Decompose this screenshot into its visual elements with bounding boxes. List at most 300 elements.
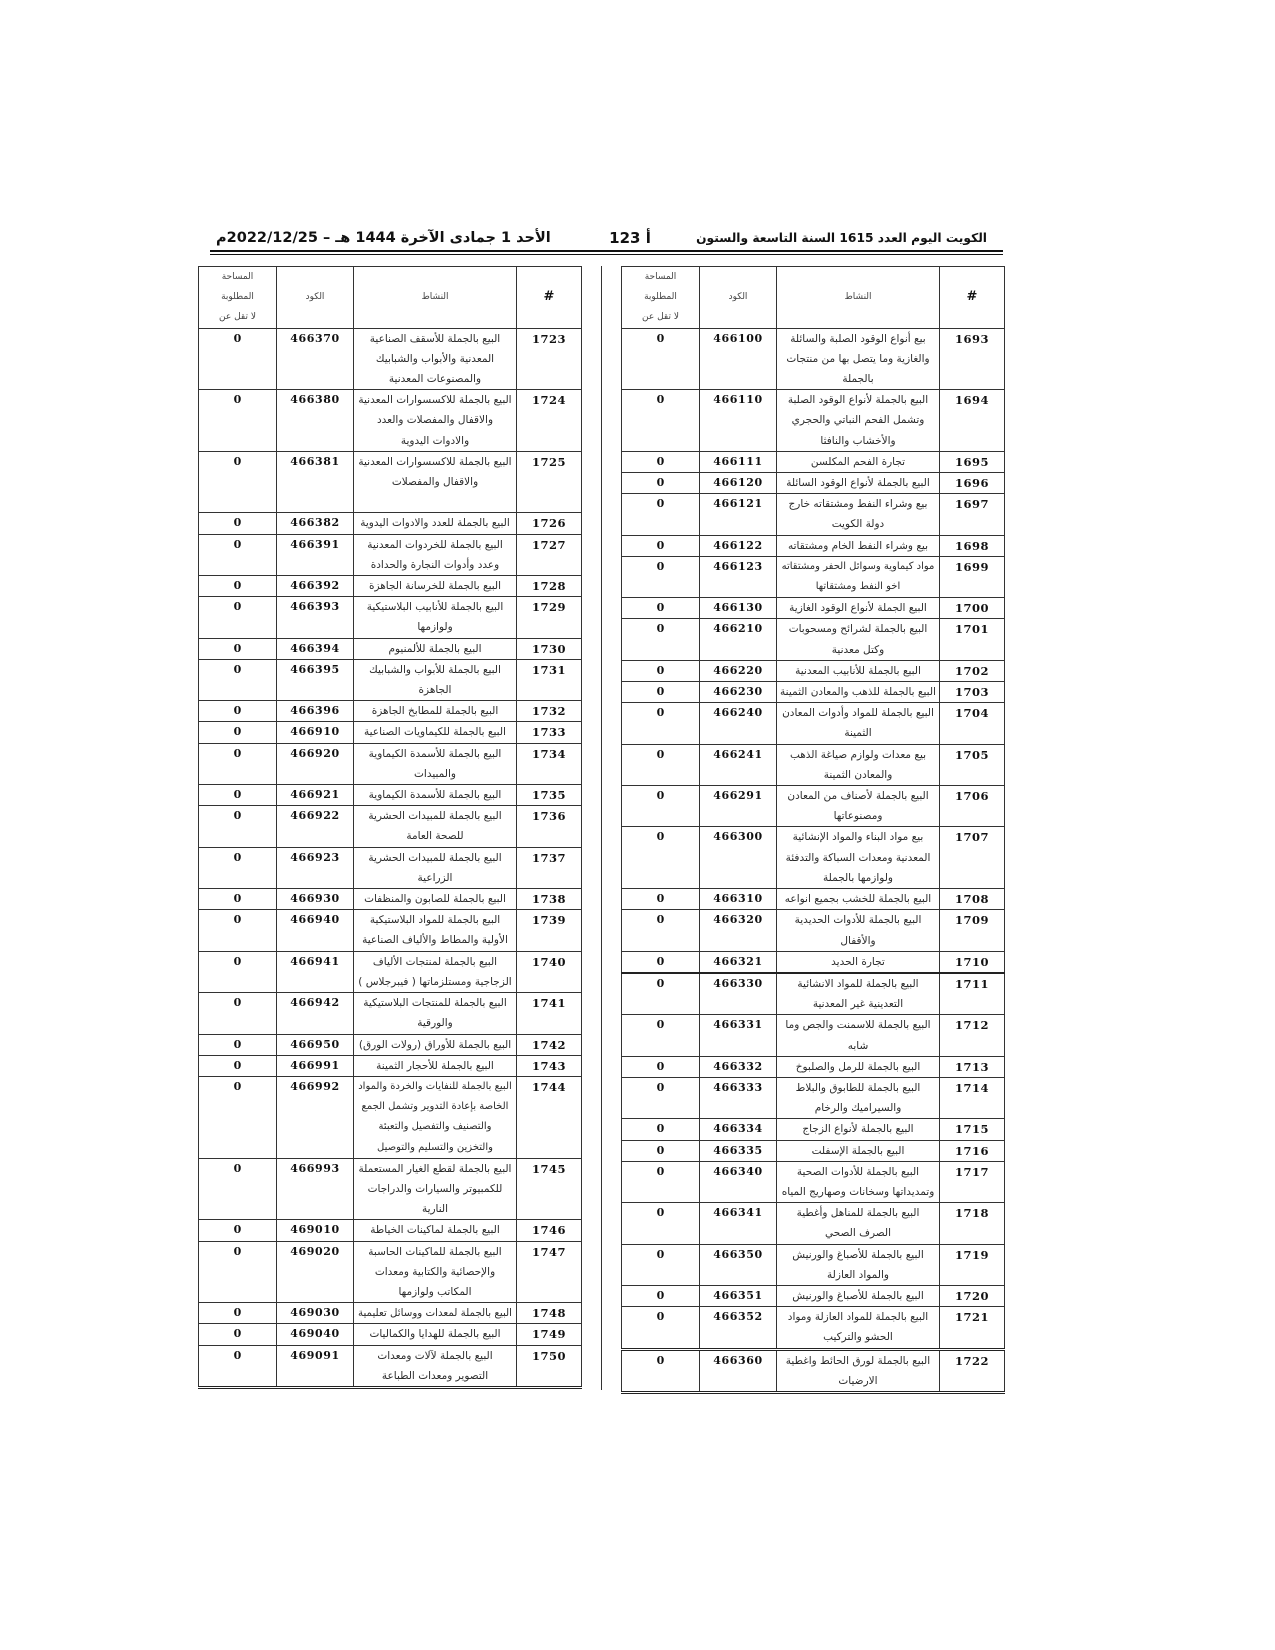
row-number: 1713 xyxy=(954,1059,989,1074)
row-number: 1696 xyxy=(954,476,989,491)
minimum-area: 0 xyxy=(656,830,665,844)
activity-row xyxy=(622,682,1005,703)
activity-code: 466291 xyxy=(713,789,763,803)
activity-description: البيع بالجملة للمبيدات الحشرية الزراعية xyxy=(368,851,502,884)
activity-code-cell xyxy=(700,786,777,827)
row-number-cell xyxy=(940,1285,1005,1306)
activity-description: البيع بالجملة للأدوات الحديدية والأقفال xyxy=(794,914,922,947)
minimum-area-cell xyxy=(622,1285,700,1306)
activity-description: البيع بالجملة للألمنيوم xyxy=(388,642,482,655)
activity-code-cell xyxy=(277,806,354,847)
row-number: 1702 xyxy=(954,663,989,678)
minimum-area-cell xyxy=(622,1349,700,1392)
activity-code-cell xyxy=(700,1244,777,1285)
row-number: 1743 xyxy=(531,1058,566,1073)
row-number: 1697 xyxy=(954,497,989,512)
column-header-code xyxy=(700,267,777,329)
activity-description: البيع بالجملة لأنواع الوقود الصلبة وتشمل الفحم النباتي والحجري والأخشاب والنافثا xyxy=(787,394,929,447)
activity-code: 466941 xyxy=(290,954,340,968)
activity-code: 466391 xyxy=(290,537,340,551)
minimum-area: 0 xyxy=(656,1164,665,1178)
activity-description: بيع مواد البناء والمواد الإنشائية المعدنية ومعدات السباكة والتدفئة ولوازمها بالجملة xyxy=(785,831,931,884)
minimum-area: 0 xyxy=(233,331,242,345)
minimum-area-cell xyxy=(622,682,700,703)
activity-description: البيع بالجملة للأنابيب المعدنية xyxy=(795,664,921,677)
activity-row xyxy=(199,1241,582,1303)
minimum-area-cell xyxy=(199,638,277,659)
activity-code: 466230 xyxy=(713,685,763,699)
row-number: 1701 xyxy=(954,622,989,637)
row-number: 1718 xyxy=(954,1206,989,1221)
row-number: 1711 xyxy=(954,976,989,991)
activity-description-cell xyxy=(777,1140,940,1161)
activity-description: البيع بالجملة للأنابيب البلاستيكية ولوازمها xyxy=(366,601,504,634)
activity-row xyxy=(199,785,582,806)
activity-description-cell xyxy=(354,993,517,1034)
activity-row xyxy=(199,701,582,722)
activity-description-cell xyxy=(354,597,517,638)
activity-code: 469020 xyxy=(290,1244,340,1258)
minimum-area: 0 xyxy=(656,331,665,345)
activity-code: 466330 xyxy=(713,976,763,990)
minimum-area-cell xyxy=(622,951,700,973)
activity-row xyxy=(622,598,1005,619)
minimum-area-cell xyxy=(199,390,277,452)
activity-row xyxy=(199,1076,582,1158)
row-number-cell xyxy=(517,638,582,659)
minimum-area: 0 xyxy=(656,1122,665,1136)
activity-row xyxy=(199,659,582,700)
activity-description-cell xyxy=(354,722,517,743)
minimum-area-cell xyxy=(199,847,277,888)
row-number: 1715 xyxy=(954,1122,989,1137)
activity-code-cell xyxy=(700,494,777,535)
activity-description-cell xyxy=(777,1349,940,1392)
row-number-cell xyxy=(940,473,1005,494)
row-number: 1734 xyxy=(531,746,566,761)
row-number: 1722 xyxy=(954,1353,989,1368)
activity-row xyxy=(622,1203,1005,1244)
activity-table-left xyxy=(198,266,582,1389)
activity-description-cell xyxy=(777,660,940,681)
row-number: 1747 xyxy=(531,1244,566,1259)
activity-description: البيع بالجملة للمطابخ الجاهزة xyxy=(371,705,499,718)
column-header-area xyxy=(199,267,277,329)
minimum-area-cell xyxy=(199,910,277,951)
activity-code: 466940 xyxy=(290,913,340,927)
activity-description: البيع بالجملة لقطع الغيار المستعملة للكمبيوتر والسيارات والدراجات النارية xyxy=(358,1162,512,1216)
minimum-area-cell xyxy=(199,1324,277,1345)
table-header-row xyxy=(199,267,582,329)
activity-description-cell xyxy=(354,1055,517,1076)
minimum-area-cell xyxy=(199,743,277,784)
activity-description-cell xyxy=(354,1076,517,1158)
activity-code: 469040 xyxy=(290,1327,340,1341)
activity-description: بيع وشراء النفط ومشتقاته خارج دولة الكويت xyxy=(788,498,928,531)
activity-description: البيع بالجملة للصابون والمنظفات xyxy=(364,893,506,906)
activity-code: 466380 xyxy=(290,393,340,407)
activity-code: 466120 xyxy=(713,476,763,490)
activity-row xyxy=(622,703,1005,744)
minimum-area-cell xyxy=(622,744,700,785)
activity-description-cell xyxy=(354,576,517,597)
activity-code-cell xyxy=(277,576,354,597)
activity-code-cell xyxy=(277,1034,354,1055)
minimum-area: 0 xyxy=(656,789,665,803)
minimum-area: 0 xyxy=(656,1080,665,1094)
row-number: 1746 xyxy=(531,1223,566,1238)
row-number: 1739 xyxy=(531,913,566,928)
activity-code-cell xyxy=(700,1203,777,1244)
activity-row xyxy=(622,494,1005,535)
activity-row xyxy=(199,328,582,390)
activity-code: 466335 xyxy=(713,1143,763,1157)
minimum-area: 0 xyxy=(656,1059,665,1073)
activity-description: البيع بالجملة لأنواع الزجاج xyxy=(802,1123,914,1136)
row-number-cell xyxy=(517,889,582,910)
activity-description: البيع بالجملة للمناهل وأغطية الصرف الصحي xyxy=(796,1207,920,1240)
header-rule xyxy=(210,250,1003,255)
minimum-area: 0 xyxy=(233,913,242,927)
row-number-cell xyxy=(940,556,1005,597)
minimum-area-cell xyxy=(622,1119,700,1140)
activity-code-cell xyxy=(700,473,777,494)
activity-description: البيع بالجملة لأنواع الوقود السائلة xyxy=(786,477,930,490)
activity-code: 466942 xyxy=(290,996,340,1010)
activity-description-cell xyxy=(777,1307,940,1349)
activity-code-cell xyxy=(277,638,354,659)
page-number: أ 123 xyxy=(609,229,651,247)
minimum-area-cell xyxy=(199,1055,277,1076)
row-number: 1709 xyxy=(954,913,989,928)
minimum-area: 0 xyxy=(233,662,242,676)
row-number-cell xyxy=(517,743,582,784)
activity-code: 466393 xyxy=(290,600,340,614)
activity-code-cell xyxy=(700,1307,777,1349)
activity-description: مواد كيماوية وسوائل الحفر ومشتقاته اخو النفط ومشتقاتها xyxy=(781,560,935,593)
activity-row xyxy=(199,951,582,992)
activity-row xyxy=(199,806,582,847)
row-number: 1707 xyxy=(954,830,989,845)
row-number-cell xyxy=(940,1244,1005,1285)
activity-description: البيع بالجملة للمواد البلاستيكية الأولية والمطاط والألياف الصناعية xyxy=(362,914,508,947)
activity-row xyxy=(622,556,1005,597)
row-number: 1733 xyxy=(531,725,566,740)
minimum-area-cell xyxy=(199,1241,277,1303)
activity-description: البيع بالجملة للذهب والمعادن الثمينة xyxy=(780,686,936,699)
minimum-area-cell xyxy=(622,619,700,660)
activity-code-cell xyxy=(277,390,354,452)
activity-code: 466240 xyxy=(713,706,763,720)
row-number: 1726 xyxy=(531,516,566,531)
row-number-cell xyxy=(517,701,582,722)
table-body xyxy=(199,328,582,1387)
activity-code: 466300 xyxy=(713,830,763,844)
activity-description-cell xyxy=(354,743,517,784)
activity-row xyxy=(199,451,582,513)
row-number: 1712 xyxy=(954,1018,989,1033)
row-number: 1735 xyxy=(531,788,566,803)
activity-description: البيع بالجملة للعدد والادوات اليدوية xyxy=(360,517,510,530)
activity-row xyxy=(622,1244,1005,1285)
activity-description-cell xyxy=(777,1056,940,1077)
minimum-area-cell xyxy=(622,1077,700,1118)
minimum-area-cell xyxy=(622,598,700,619)
row-number-cell xyxy=(940,951,1005,973)
minimum-area: 0 xyxy=(233,996,242,1010)
activity-row xyxy=(199,1034,582,1055)
column-header-number-label: # xyxy=(543,289,555,305)
column-header-activity-label: النشاط xyxy=(421,292,449,303)
minimum-area-cell xyxy=(199,1076,277,1158)
row-number-cell xyxy=(517,1034,582,1055)
activity-row xyxy=(199,390,582,452)
activity-description: البيع بالجملة للنفايات والخردة والمواد الخاصة بإعادة التدوير وتشمل الجمع والتصنيف والتفصيل والتعبئة والتخزين والتسليم والتوصيل xyxy=(358,1080,512,1153)
activity-description-cell xyxy=(354,638,517,659)
minimum-area: 0 xyxy=(656,497,665,511)
activity-row xyxy=(622,473,1005,494)
publication-issue: الكويت اليوم العدد 1615 السنة التاسعة والستون xyxy=(696,231,987,245)
minimum-area-cell xyxy=(199,889,277,910)
row-number-cell xyxy=(517,597,582,638)
minimum-area: 0 xyxy=(656,1143,665,1157)
activity-code: 466111 xyxy=(713,454,763,468)
activity-row xyxy=(199,1055,582,1076)
minimum-area: 0 xyxy=(656,538,665,552)
minimum-area: 0 xyxy=(233,1161,242,1175)
minimum-area: 0 xyxy=(233,725,242,739)
activity-code: 466110 xyxy=(713,393,763,407)
activity-code-cell xyxy=(277,1241,354,1303)
activity-code: 469010 xyxy=(290,1223,340,1237)
minimum-area: 0 xyxy=(233,1306,242,1320)
activity-code: 466123 xyxy=(713,559,763,573)
activity-description: البيع بالجملة للمواد العازلة ومواد الحشو والتركيب xyxy=(787,1311,929,1344)
row-number: 1717 xyxy=(954,1164,989,1179)
minimum-area: 0 xyxy=(656,601,665,615)
activity-code: 466993 xyxy=(290,1161,340,1175)
minimum-area-cell xyxy=(199,701,277,722)
activity-code: 466923 xyxy=(290,850,340,864)
activity-description-cell xyxy=(354,806,517,847)
activity-row xyxy=(622,910,1005,951)
minimum-area-cell xyxy=(622,1244,700,1285)
activity-description: البيع بالجملة لماكينات الخياطة xyxy=(370,1224,500,1237)
row-number-cell xyxy=(940,328,1005,390)
activity-code: 466310 xyxy=(713,892,763,906)
activity-row xyxy=(199,910,582,951)
activity-description-cell xyxy=(777,827,940,889)
minimum-area: 0 xyxy=(233,516,242,530)
activity-row xyxy=(622,328,1005,390)
activity-description-cell xyxy=(354,889,517,910)
activity-code: 469030 xyxy=(290,1306,340,1320)
activity-code-cell xyxy=(700,1285,777,1306)
row-number: 1731 xyxy=(531,662,566,677)
activity-code-cell xyxy=(277,722,354,743)
row-number-cell xyxy=(940,390,1005,452)
activity-row xyxy=(622,1119,1005,1140)
minimum-area: 0 xyxy=(233,393,242,407)
row-number-cell xyxy=(517,534,582,575)
row-number: 1695 xyxy=(954,454,989,469)
activity-code: 466370 xyxy=(290,331,340,345)
minimum-area: 0 xyxy=(656,1353,665,1367)
row-number-cell xyxy=(517,1345,582,1387)
activity-row xyxy=(199,743,582,784)
activity-description: البيع بالجملة للأسمدة الكيماوية xyxy=(368,789,502,802)
activity-description-cell xyxy=(354,847,517,888)
minimum-area: 0 xyxy=(233,1079,242,1093)
minimum-area-cell xyxy=(622,827,700,889)
activity-description-cell xyxy=(777,1285,940,1306)
activity-code: 466220 xyxy=(713,663,763,677)
row-number-cell xyxy=(940,660,1005,681)
activity-code: 466130 xyxy=(713,601,763,615)
activity-row xyxy=(622,973,1005,1015)
activity-row xyxy=(622,951,1005,973)
minimum-area-cell xyxy=(199,1034,277,1055)
activity-code-cell xyxy=(277,951,354,992)
activity-code: 466991 xyxy=(290,1058,340,1072)
activity-description: البيع بالجملة للرمل والصلبوخ xyxy=(795,1060,921,1073)
minimum-area: 0 xyxy=(233,1327,242,1341)
activity-description-cell xyxy=(354,1158,517,1220)
row-number: 1708 xyxy=(954,892,989,907)
minimum-area: 0 xyxy=(233,704,242,718)
activity-code-cell xyxy=(277,1158,354,1220)
activity-description: البيع بالجملة للخرسانة الجاهزة xyxy=(368,580,502,593)
activity-description-cell xyxy=(777,744,940,785)
activity-description: البيع بالجملة للأصباغ والورنيش والمواد العازلة xyxy=(792,1248,924,1281)
column-header-activity xyxy=(777,267,940,329)
activity-code: 466394 xyxy=(290,641,340,655)
activity-description-cell xyxy=(354,534,517,575)
row-number-cell xyxy=(517,576,582,597)
activity-description-cell xyxy=(777,1015,940,1056)
row-number: 1737 xyxy=(531,850,566,865)
activity-code: 466241 xyxy=(713,747,763,761)
row-number-cell xyxy=(940,1056,1005,1077)
row-number: 1724 xyxy=(531,393,566,408)
activity-code: 466381 xyxy=(290,454,340,468)
activity-code: 466100 xyxy=(713,331,763,345)
activity-code-cell xyxy=(700,973,777,1015)
activity-row xyxy=(199,597,582,638)
activity-row xyxy=(622,786,1005,827)
row-number: 1720 xyxy=(954,1288,989,1303)
activity-description: البيع بالجملة للطابوق والبلاط والسيراميك والرخام xyxy=(795,1081,921,1115)
activity-description-cell xyxy=(354,1303,517,1324)
activity-description-cell xyxy=(777,786,940,827)
activity-row xyxy=(622,619,1005,660)
row-number: 1729 xyxy=(531,600,566,615)
row-number-cell xyxy=(517,910,582,951)
activity-code-cell xyxy=(277,1324,354,1345)
minimum-area: 0 xyxy=(233,1244,242,1258)
activity-description-cell xyxy=(354,701,517,722)
row-number-cell xyxy=(517,451,582,513)
activity-code-cell xyxy=(277,701,354,722)
activity-row xyxy=(622,535,1005,556)
activity-row xyxy=(199,1324,582,1345)
activity-row xyxy=(199,576,582,597)
activity-description: بيع أنواع الوقود الصلبة والسائلة والغازية وما يتصل بها من منتجات بالجملة xyxy=(786,332,930,386)
minimum-area: 0 xyxy=(233,850,242,864)
activity-description-cell xyxy=(777,1119,940,1140)
activity-description-cell xyxy=(354,451,517,513)
row-number-cell xyxy=(517,1324,582,1345)
row-number-cell xyxy=(517,806,582,847)
activity-description: البيع بالجملة لأصناف من المعادن ومصنوعاتها xyxy=(787,790,929,823)
activity-code-cell xyxy=(277,659,354,700)
activity-description: البيع بالجملة للخشب بجميع انواعه xyxy=(784,893,932,906)
row-number-cell xyxy=(940,598,1005,619)
row-number: 1698 xyxy=(954,538,989,553)
activity-description-cell xyxy=(354,328,517,390)
activity-row xyxy=(199,638,582,659)
minimum-area-cell xyxy=(199,806,277,847)
minimum-area-cell xyxy=(199,513,277,534)
activity-code-cell xyxy=(700,827,777,889)
row-number-cell xyxy=(517,328,582,390)
activity-code: 466320 xyxy=(713,913,763,927)
column-header-area-label: المساحة المطلوبة لا تقل عن xyxy=(219,272,256,323)
row-number: 1725 xyxy=(531,454,566,469)
row-number: 1706 xyxy=(954,789,989,804)
row-number: 1699 xyxy=(954,559,989,574)
activity-row xyxy=(622,744,1005,785)
activity-code: 466210 xyxy=(713,622,763,636)
activity-description: البيع بالجملة للأسقف الصناعية المعدنية والأبواب والشبابيك والمصنوعات المعدنية xyxy=(369,332,501,386)
activity-description: بيع وشراء النفط الخام ومشتقاته xyxy=(788,539,928,552)
minimum-area: 0 xyxy=(233,809,242,823)
minimum-area: 0 xyxy=(656,976,665,990)
activity-code-cell xyxy=(700,1119,777,1140)
column-header-code xyxy=(277,267,354,329)
row-number: 1728 xyxy=(531,579,566,594)
minimum-area-cell xyxy=(622,889,700,910)
activity-code-cell xyxy=(277,847,354,888)
activity-code: 466921 xyxy=(290,788,340,802)
column-header-activity xyxy=(354,267,517,329)
activity-code-cell xyxy=(277,889,354,910)
activity-code-cell xyxy=(700,1349,777,1392)
row-number-cell xyxy=(517,659,582,700)
activity-code: 466352 xyxy=(713,1310,763,1324)
row-number-cell xyxy=(940,1119,1005,1140)
activity-code-cell xyxy=(277,597,354,638)
activity-code-cell xyxy=(700,703,777,744)
minimum-area-cell xyxy=(622,660,700,681)
activity-row xyxy=(622,1349,1005,1392)
activity-description-cell xyxy=(354,785,517,806)
activity-code-cell xyxy=(700,390,777,452)
activity-row xyxy=(622,889,1005,910)
activity-code-cell xyxy=(700,660,777,681)
activity-code: 466332 xyxy=(713,1059,763,1073)
row-number-cell xyxy=(517,951,582,992)
activity-row xyxy=(199,847,582,888)
activity-code: 466334 xyxy=(713,1122,763,1136)
activity-code-cell xyxy=(277,993,354,1034)
activity-row xyxy=(622,660,1005,681)
activity-row xyxy=(199,1220,582,1241)
minimum-area: 0 xyxy=(233,641,242,655)
column-divider xyxy=(601,266,602,1390)
activity-description-cell xyxy=(777,473,940,494)
activity-description-cell xyxy=(354,659,517,700)
